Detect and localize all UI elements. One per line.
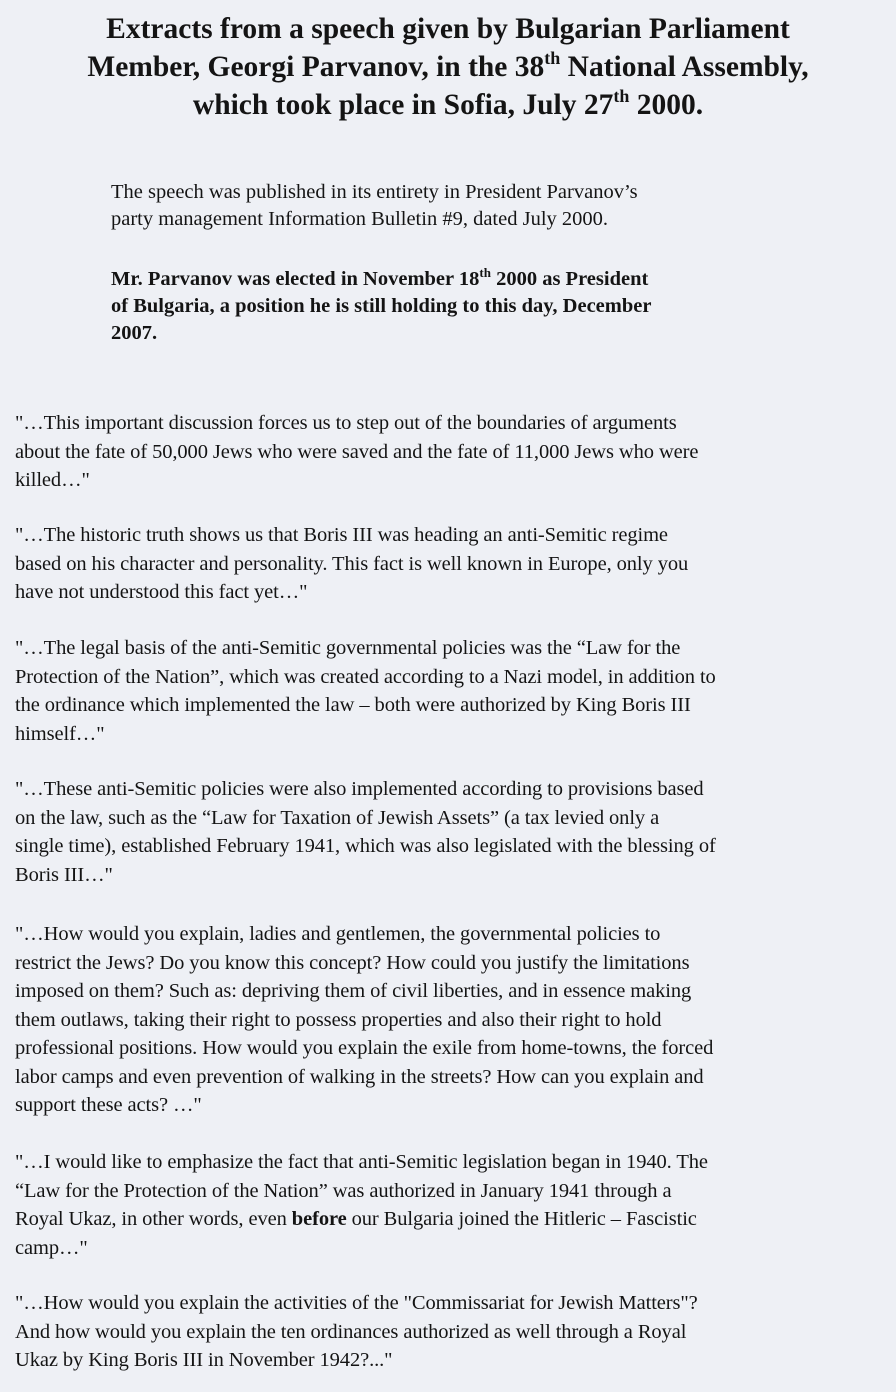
quote-line: "…How would you explain, ladies and gentlemen, the governmental policies to	[15, 923, 661, 945]
title-line-2	[0, 48, 896, 86]
election-note-line: of Bulgaria, a position he is still holding to this day, December	[111, 295, 652, 317]
publication-note-line: party management Information Bulletin #9, dated July 2000.	[111, 208, 609, 230]
quote-line: professional positions. How would you explain the exile from home-towns, the forced	[15, 1037, 714, 1059]
quote-line: himself…"	[15, 722, 105, 745]
election-note-sup: th	[479, 265, 491, 280]
title-line-3-tail: 2000.	[629, 89, 704, 121]
title-line-3	[0, 86, 896, 124]
publication-note	[111, 179, 791, 233]
page-title	[0, 10, 896, 124]
election-note-line	[111, 266, 791, 293]
election-note-tail: 2000 as President	[490, 268, 649, 290]
quote-line: about the fate of 50,000 Jews who were saved and the fate of 11,000 Jews who were	[15, 440, 699, 463]
publication-note-line: The speech was published in its entirety in President Parvanov’s	[111, 181, 638, 203]
quote-paragraph-4	[15, 775, 887, 889]
quote-line: labor camps and even prevention of walking in the streets? How can you explain and	[15, 1065, 704, 1088]
quote-line	[15, 1205, 887, 1234]
title-line-2-sup: th	[544, 48, 561, 68]
quote-line: Protection of the Nation”, which was created according to a Nazi model, in addition to	[15, 665, 716, 688]
quote-line: Boris III…"	[15, 863, 113, 886]
title-line-2-text: Member, Georgi Parvanov, in the 38	[87, 51, 545, 83]
quote-line-tail: our Bulgaria joined the Hitleric – Fascistic	[346, 1208, 697, 1230]
quote-line: based on his character and personality. This fact is well known in Europe, only you	[15, 552, 689, 575]
quote-paragraph-7	[15, 1289, 887, 1375]
quote-line: single time), established February 1941, which was also legislated with the blessing of	[15, 835, 716, 857]
quote-line-text: Royal Ukaz, in other words, even	[15, 1208, 292, 1230]
quote-line: on the law, such as the “Law for Taxation of Jewish Assets” (a tax levied only a	[15, 806, 660, 829]
quote-line: "…How would you explain the activities of the "Commissariat for Jewish Matters"?	[15, 1292, 698, 1314]
quote-line: And how would you explain the ten ordinances authorized as well through a Royal	[15, 1320, 687, 1343]
election-note-text: Mr. Parvanov was elected in November 18	[111, 268, 480, 290]
quote-line: "…The legal basis of the anti-Semitic governmental policies was the “Law for the	[15, 637, 681, 659]
quote-line: camp…"	[15, 1236, 88, 1259]
quote-paragraph-3	[15, 634, 887, 748]
quote-paragraph-6	[15, 1148, 887, 1262]
emphasis-before: before	[291, 1208, 347, 1230]
election-note-line: 2007.	[111, 322, 158, 344]
quote-paragraph-1	[15, 409, 887, 495]
quote-line: support these acts? …"	[15, 1094, 202, 1116]
quote-paragraph-2	[15, 521, 887, 607]
quote-line: restrict the Jews? Do you know this concept? How could you justify the limitations	[15, 951, 690, 974]
quote-line: "…I would like to emphasize the fact that anti-Semitic legislation began in 1940. The	[15, 1151, 708, 1173]
title-line-3-text: which took place in Sofia, July 27	[192, 89, 614, 121]
quote-line: killed…"	[15, 469, 90, 491]
title-line-1: Extracts from a speech given by Bulgarian Parliament	[106, 13, 790, 45]
quote-line: “Law for the Protection of the Nation” was authorized in January 1941 through a	[15, 1179, 672, 1202]
quote-line: the ordinance which implemented the law – both were authorized by King Boris III	[15, 694, 691, 716]
quote-line: them outlaws, taking their right to possess properties and also their right to hold	[15, 1008, 662, 1031]
title-line-2-tail: National Assembly,	[560, 51, 809, 83]
title-line-3-sup: th	[613, 86, 630, 106]
quote-line: Ukaz by King Boris III in November 1942?..."	[15, 1349, 393, 1371]
election-note	[111, 266, 791, 347]
quote-paragraph-5	[15, 920, 887, 1120]
quote-line: "…These anti-Semitic policies were also implemented according to provisions based	[15, 778, 704, 800]
quote-line: "…This important discussion forces us to step out of the boundaries of arguments	[15, 412, 677, 434]
quote-line: imposed on them? Such as: depriving them of civil liberties, and in essence making	[15, 980, 692, 1002]
quote-line: have not understood this fact yet…"	[15, 581, 308, 603]
quote-line: "…The historic truth shows us that Boris III was heading an anti-Semitic regime	[15, 524, 668, 546]
